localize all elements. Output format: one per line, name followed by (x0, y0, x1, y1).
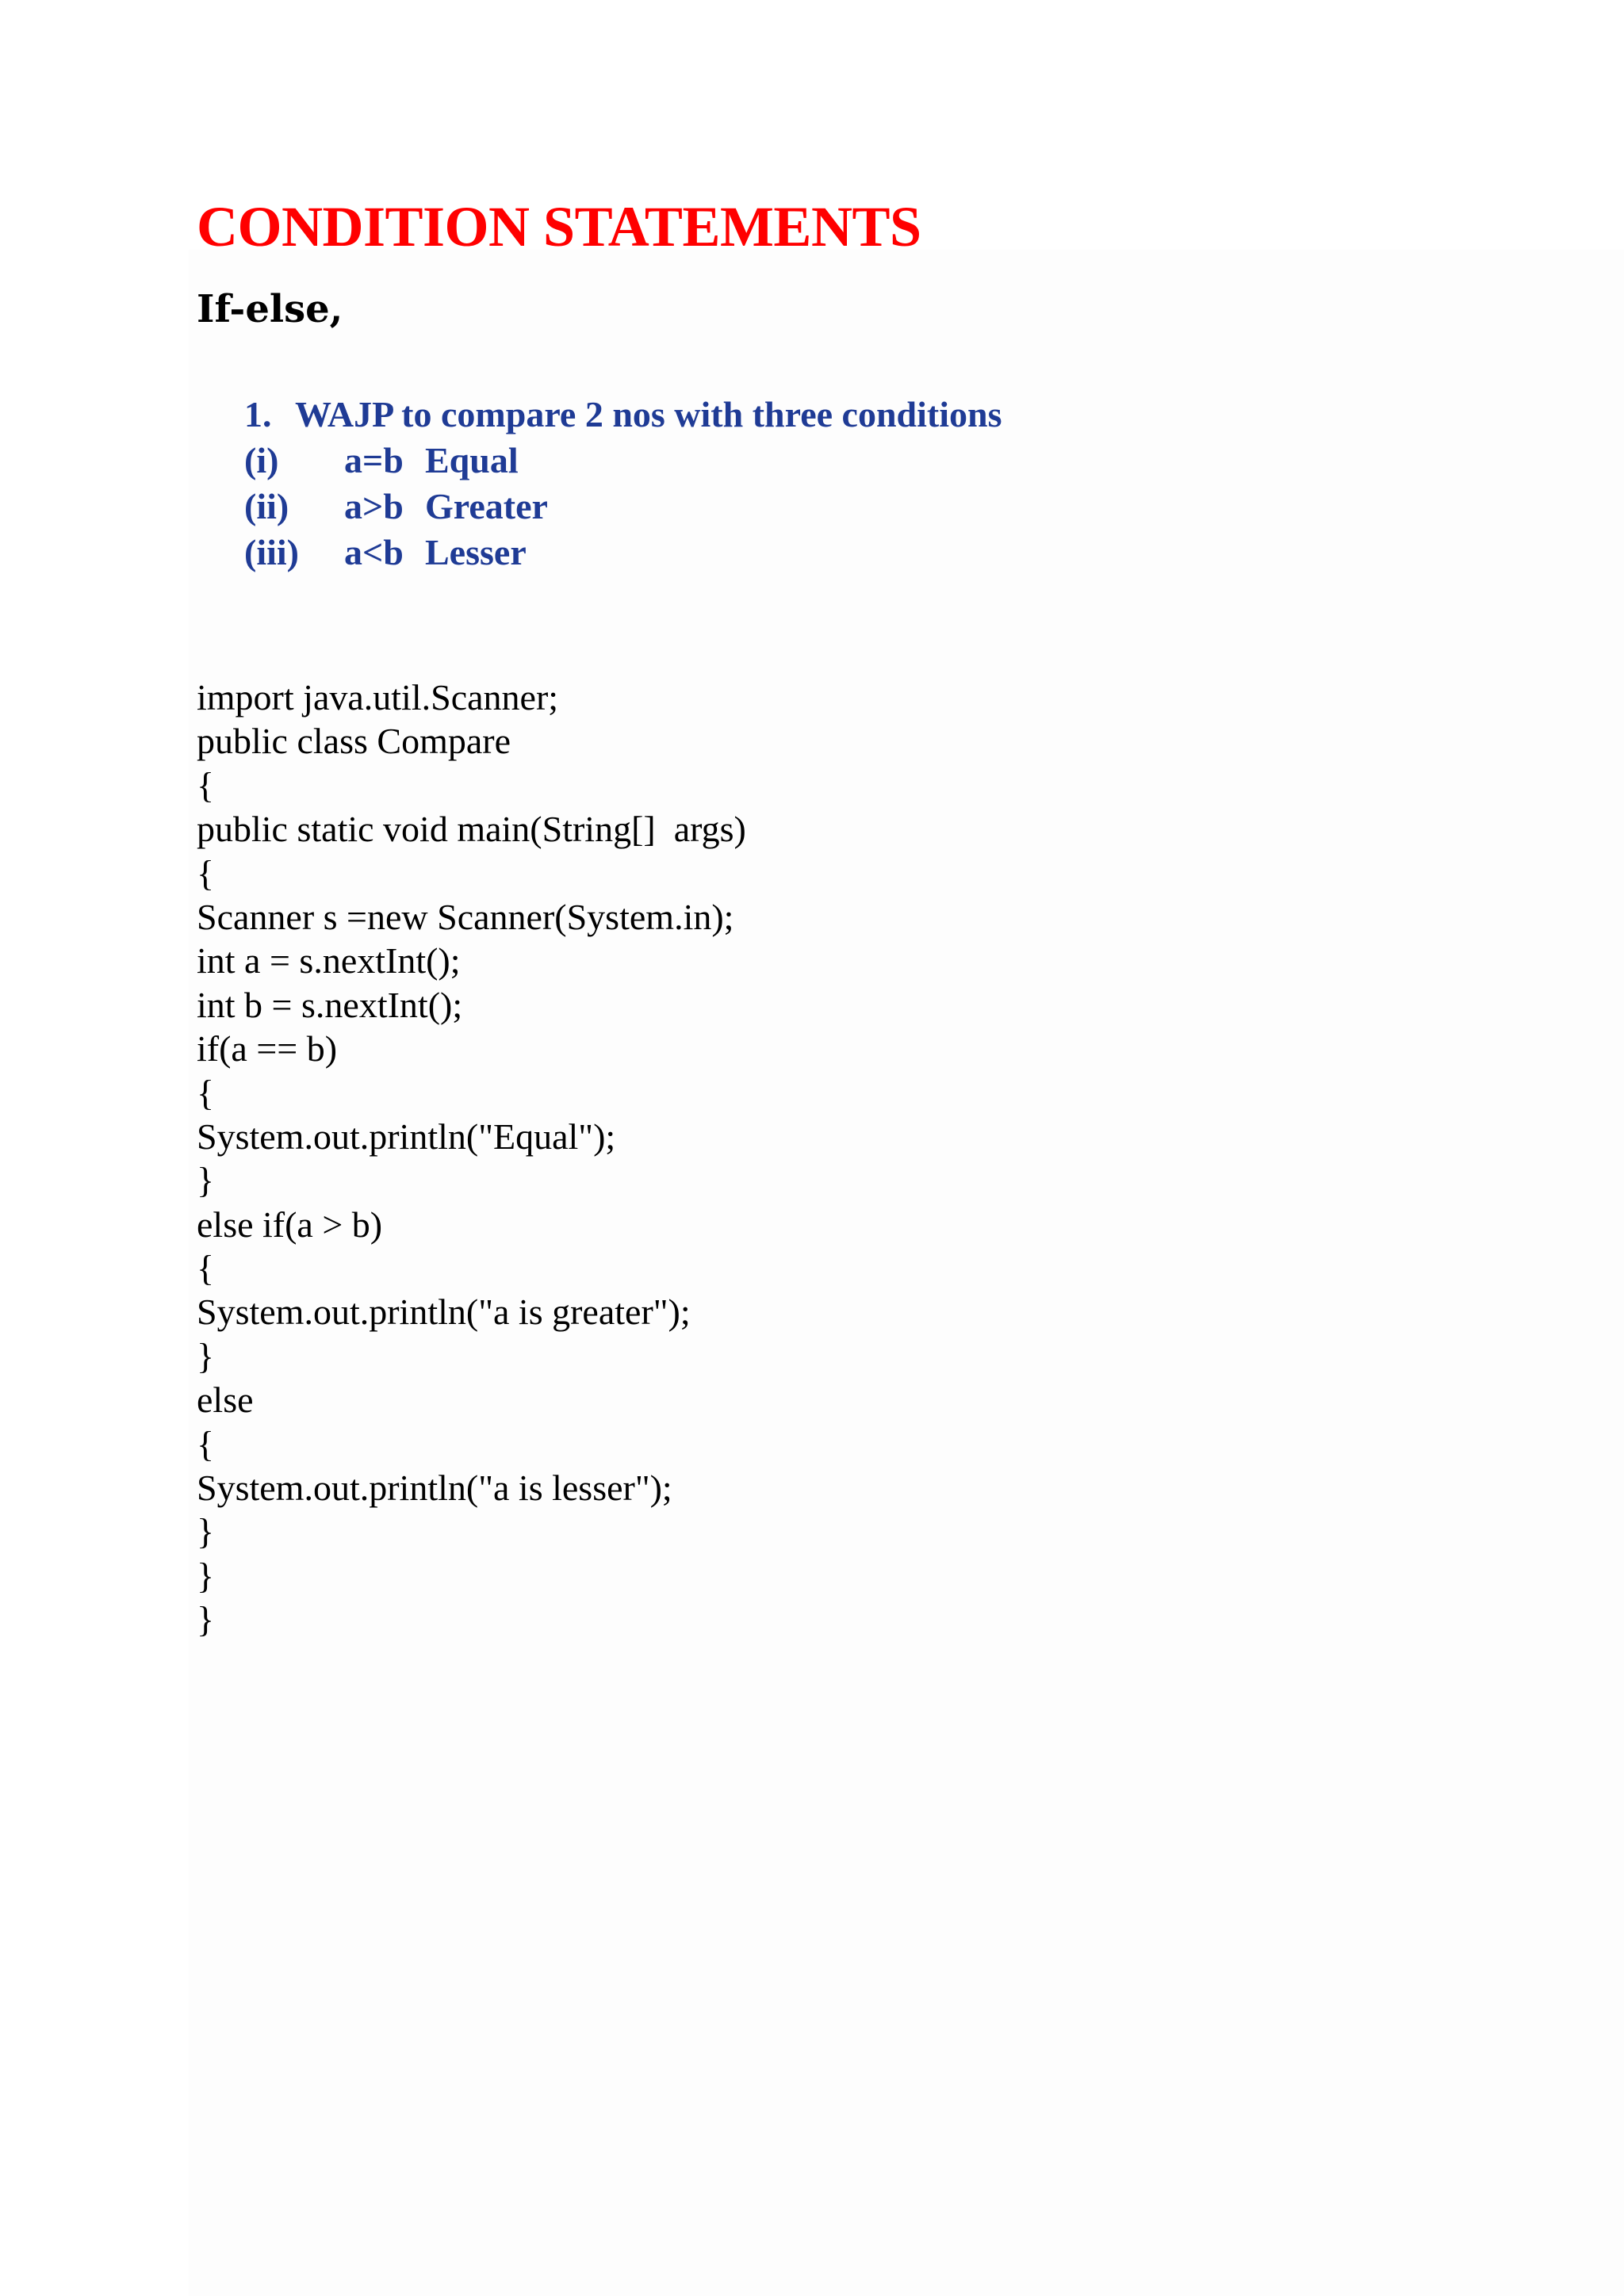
exercise-question (244, 392, 1002, 438)
code-line: int a = s.nextInt(); (197, 940, 461, 982)
code-line: } (197, 1160, 215, 1201)
code-line: import java.util.Scanner; (197, 677, 559, 718)
condition-label: (i) (244, 440, 279, 480)
code-line: } (197, 1555, 215, 1596)
code-line: public static void main(String[] args) (197, 809, 746, 850)
condition-expression: a<b (344, 532, 404, 572)
page-title: CONDITION STATEMENTS (197, 195, 921, 258)
code-line: int b = s.nextInt(); (197, 984, 463, 1025)
code-line: { (197, 1072, 215, 1113)
condition-item (244, 438, 519, 484)
section-subtitle: If-else, (197, 287, 343, 331)
code-line: } (197, 1511, 215, 1552)
code-line: if(a == b) (197, 1028, 338, 1070)
code-line: System.out.println("a is greater"); (197, 1292, 691, 1333)
code-line: { (197, 852, 215, 894)
code-line: { (197, 1423, 215, 1464)
code-line: System.out.println("a is lesser"); (197, 1468, 672, 1509)
code-line: { (197, 764, 215, 806)
condition-label: (ii) (244, 486, 289, 526)
condition-result: Equal (425, 440, 519, 480)
condition-result: Greater (425, 486, 548, 526)
condition-item (244, 484, 548, 530)
condition-expression: a>b (344, 486, 404, 526)
condition-expression: a=b (344, 440, 404, 480)
code-listing (197, 675, 746, 1642)
code-line: else (197, 1380, 254, 1421)
condition-result: Lesser (425, 532, 527, 572)
condition-label: (iii) (244, 532, 299, 572)
condition-item (244, 530, 527, 576)
code-line: System.out.println("Equal"); (197, 1115, 616, 1157)
code-line: public class Compare (197, 721, 511, 762)
code-line: Scanner s =new Scanner(System.in); (197, 896, 734, 937)
code-line: } (197, 1335, 215, 1376)
code-line: { (197, 1248, 215, 1289)
code-line: else if(a > b) (197, 1203, 383, 1245)
exercise-number: 1. (244, 394, 272, 434)
code-line: } (197, 1599, 215, 1640)
exercise-text: WAJP to compare 2 nos with three conditions (295, 394, 1002, 434)
